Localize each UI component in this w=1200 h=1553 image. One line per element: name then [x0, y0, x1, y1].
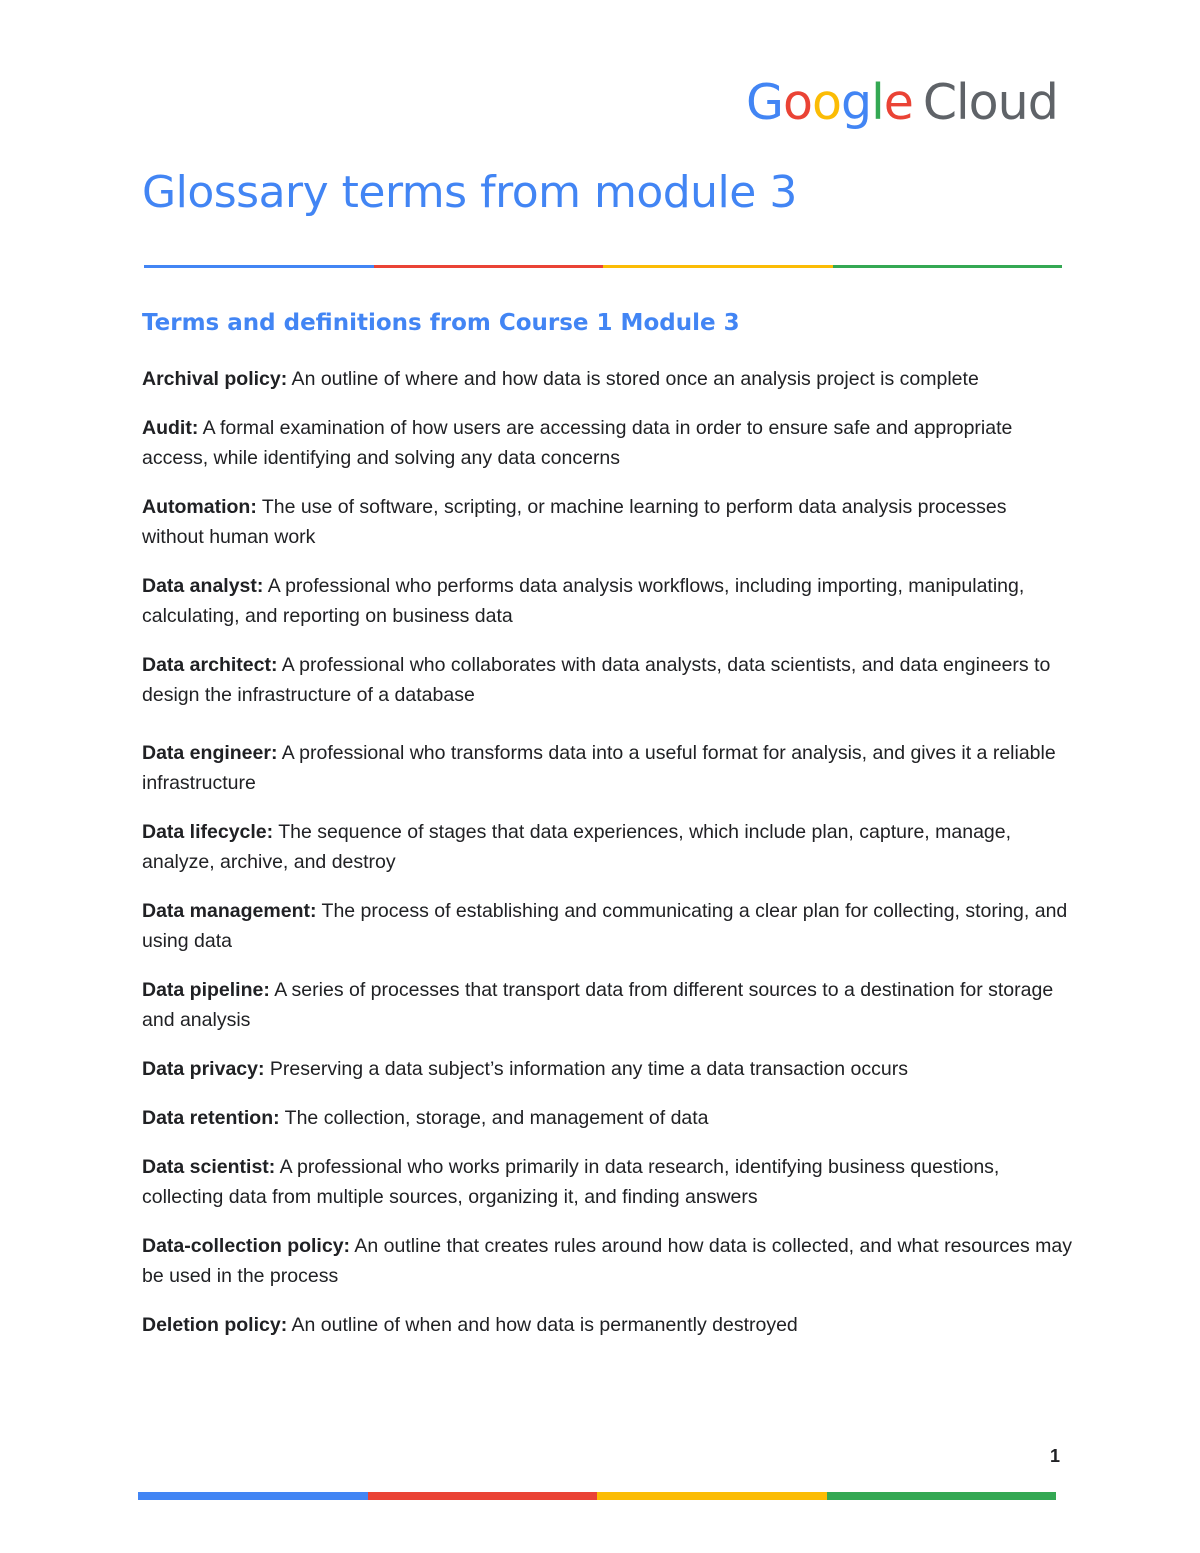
glossary-definition: Preserving a data subject’s information any time a data transaction occurs — [264, 1058, 908, 1080]
glossary-term: Data pipeline: — [142, 979, 270, 1001]
glossary-entry — [142, 571, 1072, 631]
glossary-definition: A professional who performs data analysis workflows, including importing, manipulating, calculating, and reporting on business data — [142, 575, 1025, 627]
glossary-term: Archival policy: — [142, 368, 288, 390]
glossary-entry — [142, 364, 1072, 394]
glossary-definition: The sequence of stages that data experiences, which include plan, capture, manage, analyze, archive, and destroy — [142, 821, 1012, 873]
glossary-term: Automation: — [142, 496, 257, 518]
glossary-entry — [142, 738, 1072, 798]
footer-color-bar — [138, 1492, 1056, 1500]
glossary-definition: An outline of where and how data is stored once an analysis project is complete — [287, 368, 979, 390]
glossary-term: Deletion policy: — [142, 1314, 288, 1336]
glossary-definition: A professional who collaborates with data analysts, data scientists, and data engineers to design the infrastructure of a database — [142, 654, 1051, 706]
glossary-term: Data scientist: — [142, 1156, 276, 1178]
glossary-definition: The process of establishing and communicating a clear plan for collecting, storing, and using data — [142, 900, 1068, 952]
page-number: 1 — [1049, 1446, 1060, 1466]
logo-letter: g — [840, 74, 872, 131]
glossary-definition: A series of processes that transport data from different sources to a destination for storage and analysis — [142, 979, 1054, 1031]
glossary-term: Audit: — [142, 417, 199, 439]
glossary-definition: The use of software, scripting, or machine learning to perform data analysis processes without human work — [142, 496, 1007, 548]
logo-letter: e — [883, 74, 913, 131]
logo-letter: G — [746, 74, 783, 131]
glossary-entry — [142, 650, 1072, 710]
section-heading: Terms and definitions from Course 1 Module 3 — [142, 310, 740, 336]
glossary-entry — [142, 1231, 1072, 1291]
glossary-definition: An outline of when and how data is permanently destroyed — [287, 1314, 798, 1336]
glossary-term: Data management: — [142, 900, 317, 922]
glossary-entry — [142, 1152, 1072, 1212]
header-divider — [144, 265, 1062, 268]
glossary-definition: A professional who transforms data into a useful format for analysis, and gives it a reliable infrastructure — [142, 742, 1056, 794]
glossary-definition: A professional who works primarily in data research, identifying business questions, collecting data from multiple sources, organizing it, and finding answers — [142, 1156, 1000, 1208]
logo-product-name: Cloud — [922, 74, 1058, 131]
google-cloud-logo — [746, 72, 1066, 134]
glossary-term: Data-collection policy: — [142, 1235, 351, 1257]
glossary-entry — [142, 492, 1072, 552]
glossary-term: Data privacy: — [142, 1058, 265, 1080]
glossary-entry — [142, 896, 1072, 956]
glossary-entry — [142, 1103, 1072, 1133]
glossary-definition: An outline that creates rules around how data is collected, and what resources may be used in the process — [142, 1235, 1072, 1287]
page-title: Glossary terms from module 3 — [142, 167, 797, 218]
glossary-definition: A formal examination of how users are accessing data in order to ensure safe and appropriate access, while identifying and solving any data concerns — [142, 417, 1013, 469]
logo-letter: l — [871, 74, 884, 131]
glossary-entry — [142, 413, 1072, 473]
logo-letter: o — [782, 74, 812, 131]
glossary-term: Data lifecycle: — [142, 821, 274, 843]
glossary-entry — [142, 1054, 1072, 1084]
glossary-entry — [142, 1310, 1072, 1340]
glossary-term: Data analyst: — [142, 575, 264, 597]
glossary-entry — [142, 817, 1072, 877]
glossary-definition: The collection, storage, and management of data — [279, 1107, 709, 1129]
glossary-list — [142, 364, 1072, 1359]
glossary-entry — [142, 975, 1072, 1035]
glossary-term: Data engineer: — [142, 742, 278, 764]
glossary-term: Data retention: — [142, 1107, 280, 1129]
glossary-term: Data architect: — [142, 654, 278, 676]
logo-letter: o — [811, 74, 841, 131]
